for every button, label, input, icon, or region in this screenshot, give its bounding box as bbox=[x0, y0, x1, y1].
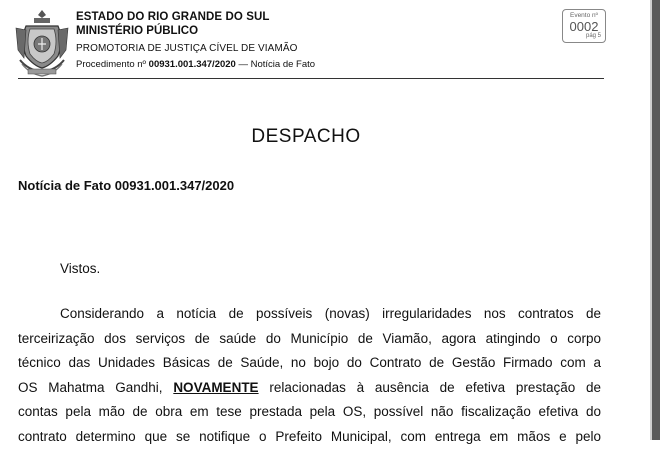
paragraph-line-6: contrato determino que se notifique o Prefeito Municipal, com entrega em mãos e pelo bbox=[18, 425, 601, 449]
procedure-number: 00931.001.347/2020 bbox=[149, 59, 236, 70]
body-paragraph bbox=[18, 302, 601, 449]
procedure-label: Procedimento nº bbox=[76, 59, 146, 70]
state-name: ESTADO DO RIO GRANDE DO SUL bbox=[76, 10, 315, 24]
viewer-scroll-edge[interactable] bbox=[652, 0, 660, 440]
paragraph-line-4 bbox=[18, 376, 601, 401]
emphasis-novamente: NOVAMENTE bbox=[173, 380, 258, 395]
greeting: Vistos. bbox=[60, 261, 100, 276]
document-subject: Notícia de Fato 00931.001.347/2020 bbox=[18, 178, 234, 193]
office-name: PROMOTORIA DE JUSTIÇA CÍVEL DE VIAMÃO bbox=[76, 42, 315, 55]
event-stamp bbox=[562, 9, 606, 43]
paragraph-line-5: contas pela mão de obra em tese prestada pela OS, possível não fiscalização efetiva do bbox=[18, 400, 601, 425]
procedure-suffix: — Notícia de Fato bbox=[238, 59, 315, 70]
paragraph-line-1: Considerando a notícia de possíveis (novas) irregularidades nos contratos de bbox=[18, 302, 601, 327]
event-label: Evento nº bbox=[563, 12, 605, 20]
procedure-line bbox=[76, 58, 315, 71]
paragraph-line-3: técnico das Unidades Básicas de Saúde, no bojo do Contrato de Gestão Firmado com a bbox=[18, 351, 601, 376]
line4-rest: relacionadas à ausência de efetiva prestação de bbox=[269, 380, 601, 395]
line4-prefix: OS Mahatma Gandhi, bbox=[18, 380, 163, 395]
coat-of-arms-icon bbox=[12, 6, 72, 78]
paragraph-line-2: terceirização dos serviços de saúde do Município de Viamão, agora atingindo o corpo bbox=[18, 327, 601, 352]
header-divider bbox=[18, 78, 604, 79]
document-title: DESPACHO bbox=[0, 126, 612, 148]
event-number: 0002 bbox=[563, 20, 605, 33]
institution-name: MINISTÉRIO PÚBLICO bbox=[76, 24, 315, 38]
event-page: pág 5 bbox=[563, 33, 605, 40]
letterhead bbox=[76, 10, 315, 71]
